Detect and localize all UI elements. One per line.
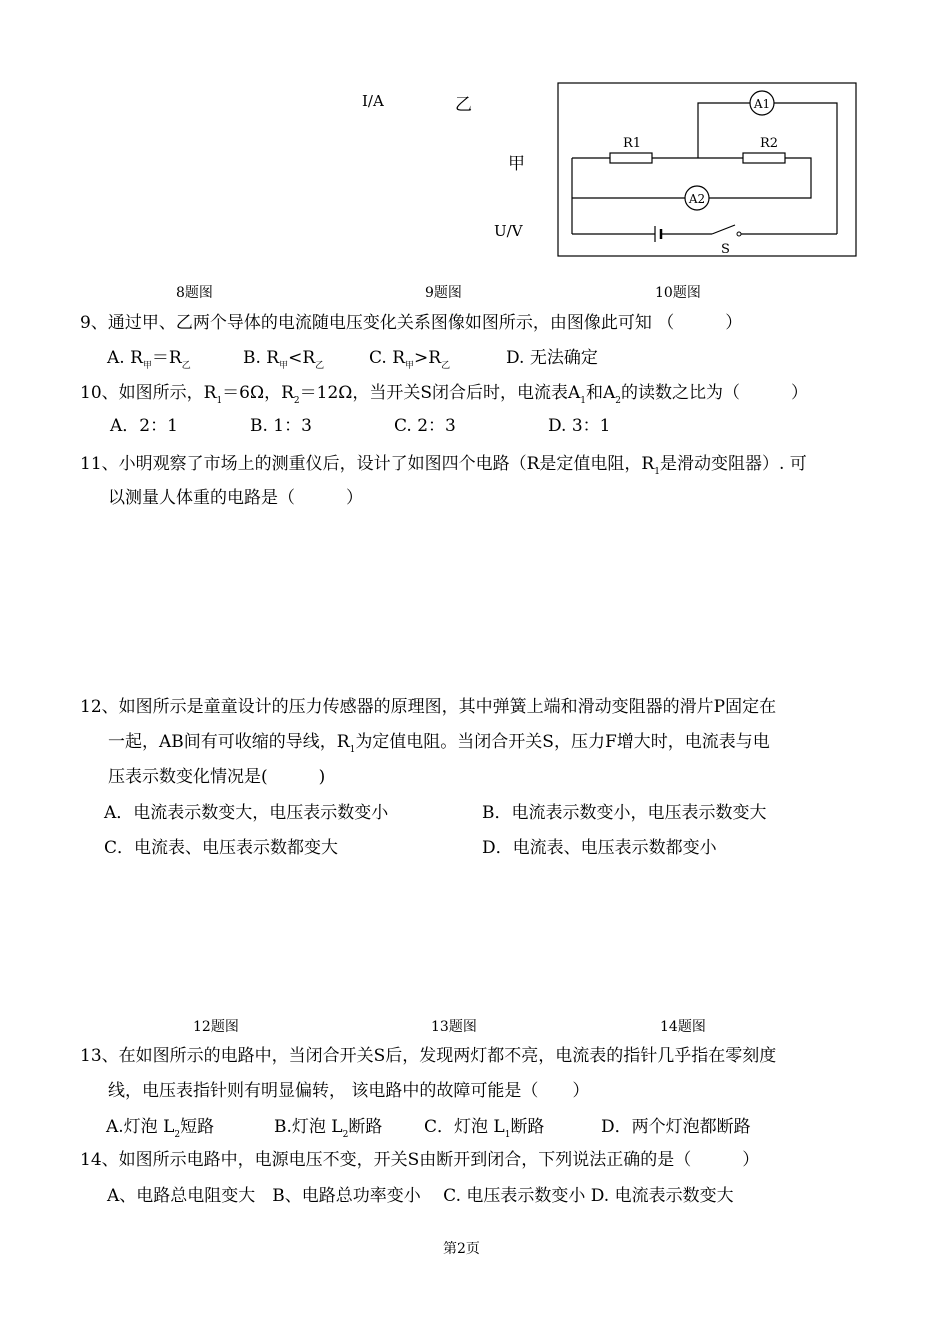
- q13-option-a: A.灯泡 $L_2$短路: [106, 1117, 215, 1140]
- question-9-stem: 9、通过甲、乙两个导体的电流随电压变化关系图像如图所示，由图像此可知 （ ）: [80, 313, 743, 333]
- question-12-line1: 12、如图所示是童童设计的压力传感器的原理图，其中弹簧上端和滑动变阻器的滑片P固定在: [80, 697, 777, 717]
- graph-jia-label: 甲: [508, 154, 525, 174]
- q13-option-c: C．灯泡 $L_1$断路: [424, 1117, 545, 1140]
- caption-fig14: 14题图: [660, 1019, 706, 1035]
- q12-option-a: A．电流表示数变大，电压表示数变小: [104, 803, 389, 823]
- question-13-line2: 线，电压表指针则有明显偏转， 该电路中的故障可能是（ ）: [108, 1081, 590, 1101]
- question-13-line1: 13、在如图所示的电路中，当闭合开关S后，发现两灯都不亮，电流表的指针几乎指在零刻度: [80, 1046, 777, 1066]
- resistor-r1-label: R1: [623, 136, 642, 151]
- question-10-stem: 10、如图所示，$R_1=6\Omega$，$R_2=12\Omega$，当开关S闭合后时，电流表$A_1$和$A_2$的读数之比为（ ）: [80, 383, 809, 406]
- caption-fig10: 10题图: [655, 285, 701, 301]
- page-number: 第2页: [443, 1241, 480, 1257]
- question-12-line2: 一起，AB间有可收缩的导线，$R_1$为定值电阻。当闭合开关S，压力F增大时，电流表与电: [108, 732, 770, 755]
- q9-option-c: C. $R_甲>R_乙$: [369, 348, 451, 371]
- circuit-diagram-10: [557, 82, 859, 258]
- resistor-r2-label: R2: [760, 136, 779, 151]
- q10-option-a: A．2：1: [110, 416, 178, 436]
- question-10-options: [110, 415, 610, 437]
- graph-i-axis-label: I/A: [362, 92, 384, 110]
- q12-option-c: C．电流表、电压表示数都变大: [104, 838, 339, 858]
- q10-option-d: D. 3：1: [548, 416, 611, 436]
- graph-u-axis-label: U/V: [494, 222, 523, 240]
- q12-option-d: D．电流表、电压表示数都变小: [482, 838, 717, 858]
- caption-fig9: 9题图: [425, 285, 462, 301]
- question-12-line3: 压表示数变化情况是( ): [108, 767, 326, 787]
- q12-option-b: B．电流表示数变小，电压表示数变大: [482, 803, 767, 823]
- q9-option-d: D. 无法确定: [506, 348, 598, 368]
- q9-option-b: B. $R_甲<R_乙$: [243, 348, 325, 371]
- question-11-line1: 11、小明观察了市场上的测重仪后，设计了如图四个电路（R是定值电阻，$R_1$是滑动变阻器）. 可: [80, 454, 807, 477]
- caption-fig12: 12题图: [193, 1019, 239, 1035]
- switch-icon: [712, 225, 735, 234]
- question-13-options: [106, 1116, 751, 1141]
- question-9-options: [107, 347, 598, 372]
- resistor-r2-icon: [743, 153, 785, 163]
- ammeter-a2-label: A2: [688, 192, 706, 206]
- graph-yi-label: 乙: [455, 95, 472, 115]
- q10-option-b: B. 1：3: [250, 416, 312, 436]
- ammeter-a1-label: A1: [753, 97, 771, 111]
- q9-option-a: A. $R_甲=R_乙$: [107, 348, 191, 371]
- resistor-r1-icon: [610, 153, 652, 163]
- q13-option-b: B.灯泡 $L_2$断路: [274, 1117, 383, 1140]
- question-11-line2: 以测量人体重的电路是（ ）: [108, 488, 363, 508]
- question-14-options: A、电路总电阻变大 B、电路总功率变小 C. 电压表示数变小 D. 电流表示数变大: [107, 1186, 734, 1206]
- q13-option-d: D．两个灯泡都断路: [601, 1117, 751, 1137]
- switch-s-label: S: [721, 242, 730, 257]
- question-14-line1: 14、如图所示电路中，电源电压不变，开关S由断开到闭合，下列说法正确的是（ ）: [80, 1150, 760, 1170]
- caption-fig13: 13题图: [431, 1019, 477, 1035]
- caption-fig8: 8题图: [176, 285, 213, 301]
- q10-option-c: C. 2：3: [394, 416, 456, 436]
